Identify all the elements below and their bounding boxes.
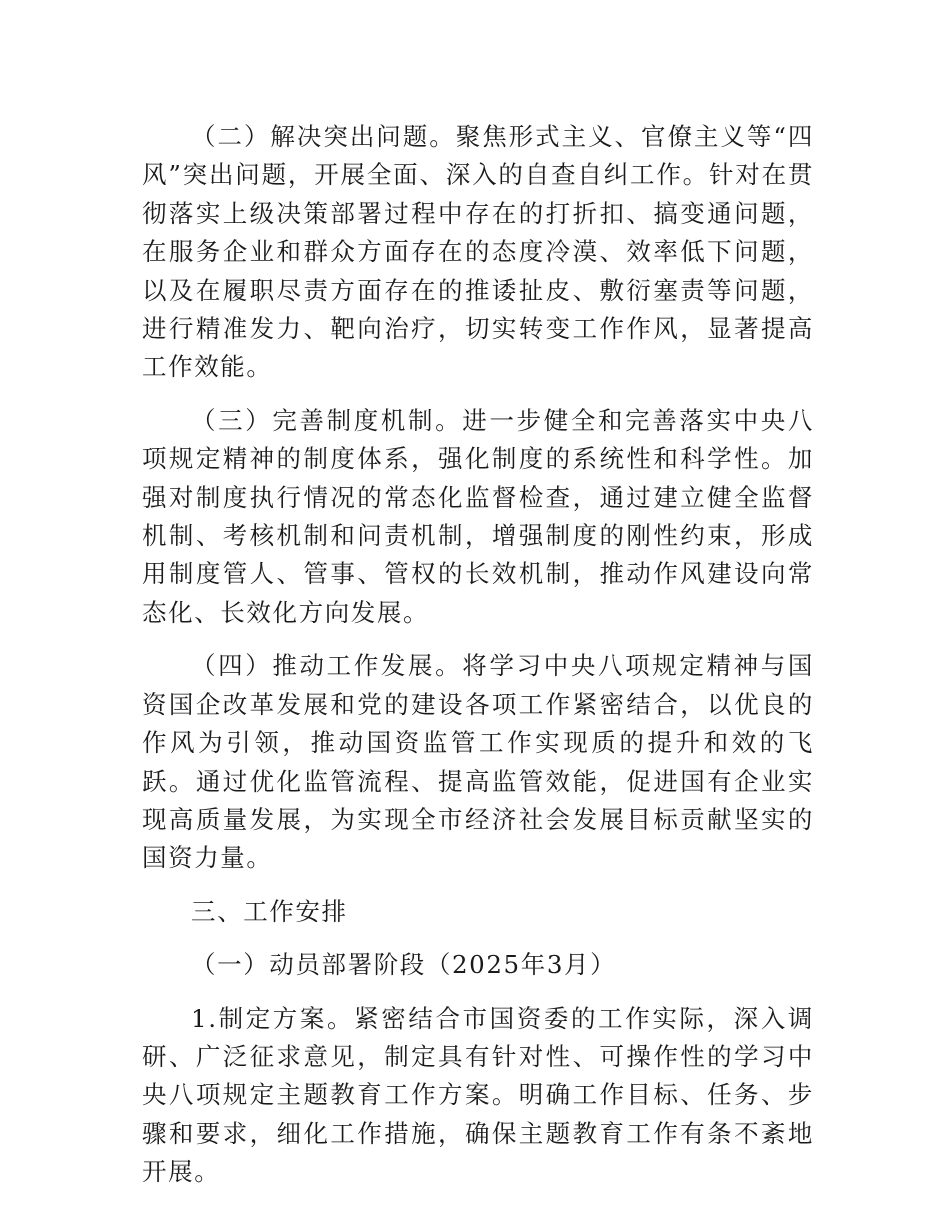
document-body [142, 118, 814, 1192]
paragraph-formulate-plan: 1.制定方案。紧密结合市国资委的工作实际，深入调研、广泛征求意见，制定具有针对性、可操作性的学习中央八项规定主题教育工作方案。明确工作目标、任务、步骤和要求，细化工作措施，确保主题教育工作有条不紊地开展。 [142, 1003, 814, 1187]
section-heading-work-arrangement: 三、工作安排 [191, 896, 348, 926]
paragraph-promote-development: （四）推动工作发展。将学习中央八项规定精神与国资国企改革发展和党的建设各项工作紧密结合，以优良的作风为引领，推动国资监管工作实现质的提升和效的飞跃。通过优化监管流程、提高监管效能，促进国有企业实现高质量发展，为实现全市经济社会发展目标贡献坚实的国资力量。 [142, 651, 814, 873]
paragraph-improve-systems: （三）完善制度机制。进一步健全和完善落实中央八项规定精神的制度体系，强化制度的系统性和科学性。加强对制度执行情况的常态化监督检查，通过建立健全监督机制、考核机制和问责机制，增强制度的刚性约束，形成用制度管人、管事、管权的长效机制，推动作风建设向常态化、长效化方向发展。 [142, 405, 814, 627]
paragraph-resolve-issues: （二）解决突出问题。聚焦形式主义、官僚主义等“四风”突出问题，开展全面、深入的自查自纠工作。针对在贯彻落实上级决策部署过程中存在的打折扣、搞变通问题，在服务企业和群众方面存在的态度冷漠、效率低下问题，以及在履职尽责方面存在的推诿扯皮、敷衍塞责等问题，进行精准发力、靶向治疗，切实转变工作作风，显著提高工作效能。 [142, 122, 814, 382]
subsection-heading-mobilization-stage: （一）动员部署阶段（2025年3月） [191, 950, 617, 980]
